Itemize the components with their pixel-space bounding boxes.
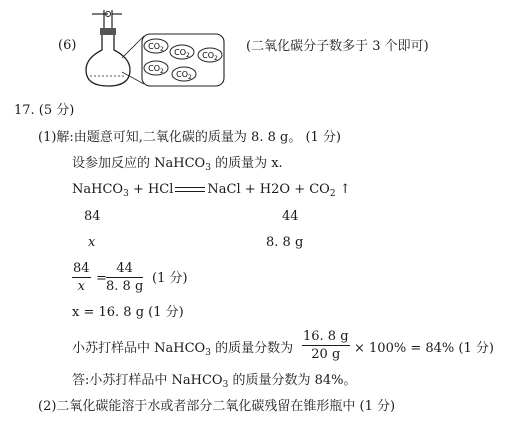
molar-mass-nahco3: 84 [84,209,101,224]
equals-sign [175,187,205,192]
part2-line: (2)二氧化碳能溶于水或者部分二氧化碳残留在锥形瓶中 (1 分) [38,399,396,414]
let-text: 设参加反应的 NaHCO$_3$ 的质量为 x. [72,156,283,173]
percent-lead: 小苏打样品中 NaHCO$_3$ 的质量分数为 [72,341,294,358]
fraction-numerator: 16. 8 g [303,329,349,344]
fraction-numerator: 84 [73,261,90,276]
fraction-numerator: 44 [106,262,143,278]
percent-tail: × 100% = 84% (1 分) [354,341,494,356]
svg-text:CO2: $CO_2$ [148,42,164,53]
equation-products: NaCl + $H2O + CO_2$ ↑ [207,182,351,199]
fraction-denominator: x [77,279,85,294]
part1-intro: (1)解:由题意可知,二氧化碳的质量为 8. 8 g。 (1 分) [38,130,341,145]
ratio-left-fraction [72,262,91,293]
question-title: 17. (5 分) [14,103,75,118]
svg-text:CO2: $CO_2$ [148,64,164,75]
unknown-x: x [88,235,96,250]
percent-fraction [302,330,350,361]
ratio-right-fraction [106,262,143,293]
x-result: x = 16. 8 g (1 分) [72,305,184,320]
flask-apparatus-figure [78,6,228,91]
svg-text:CO2: $CO_2$ [176,70,192,81]
svg-text:CO2: $CO_2$ [202,51,218,62]
equation-reactants: NaHCO$_3$ + HCl [72,182,174,199]
equals-symbol: = [96,271,107,286]
co2-mass-value: 8. 8 g [266,235,304,250]
part6-note: (二氧化碳分子数多于 3 个即可) [246,39,429,54]
fraction-denominator: 8. 8 g [106,279,144,294]
answer-line: 答:小苏打样品中 NaHCO$_3$ 的质量分数为 84%。 [72,373,357,390]
let-statement [72,156,283,173]
part6-label: (6) [58,38,77,53]
svg-text:CO2: $CO_2$ [174,48,190,59]
fraction-denominator: 20 g [311,347,341,362]
molar-mass-co2: 44 [282,209,299,224]
ratio-score: (1 分) [152,271,188,286]
chemical-equation [72,182,351,199]
